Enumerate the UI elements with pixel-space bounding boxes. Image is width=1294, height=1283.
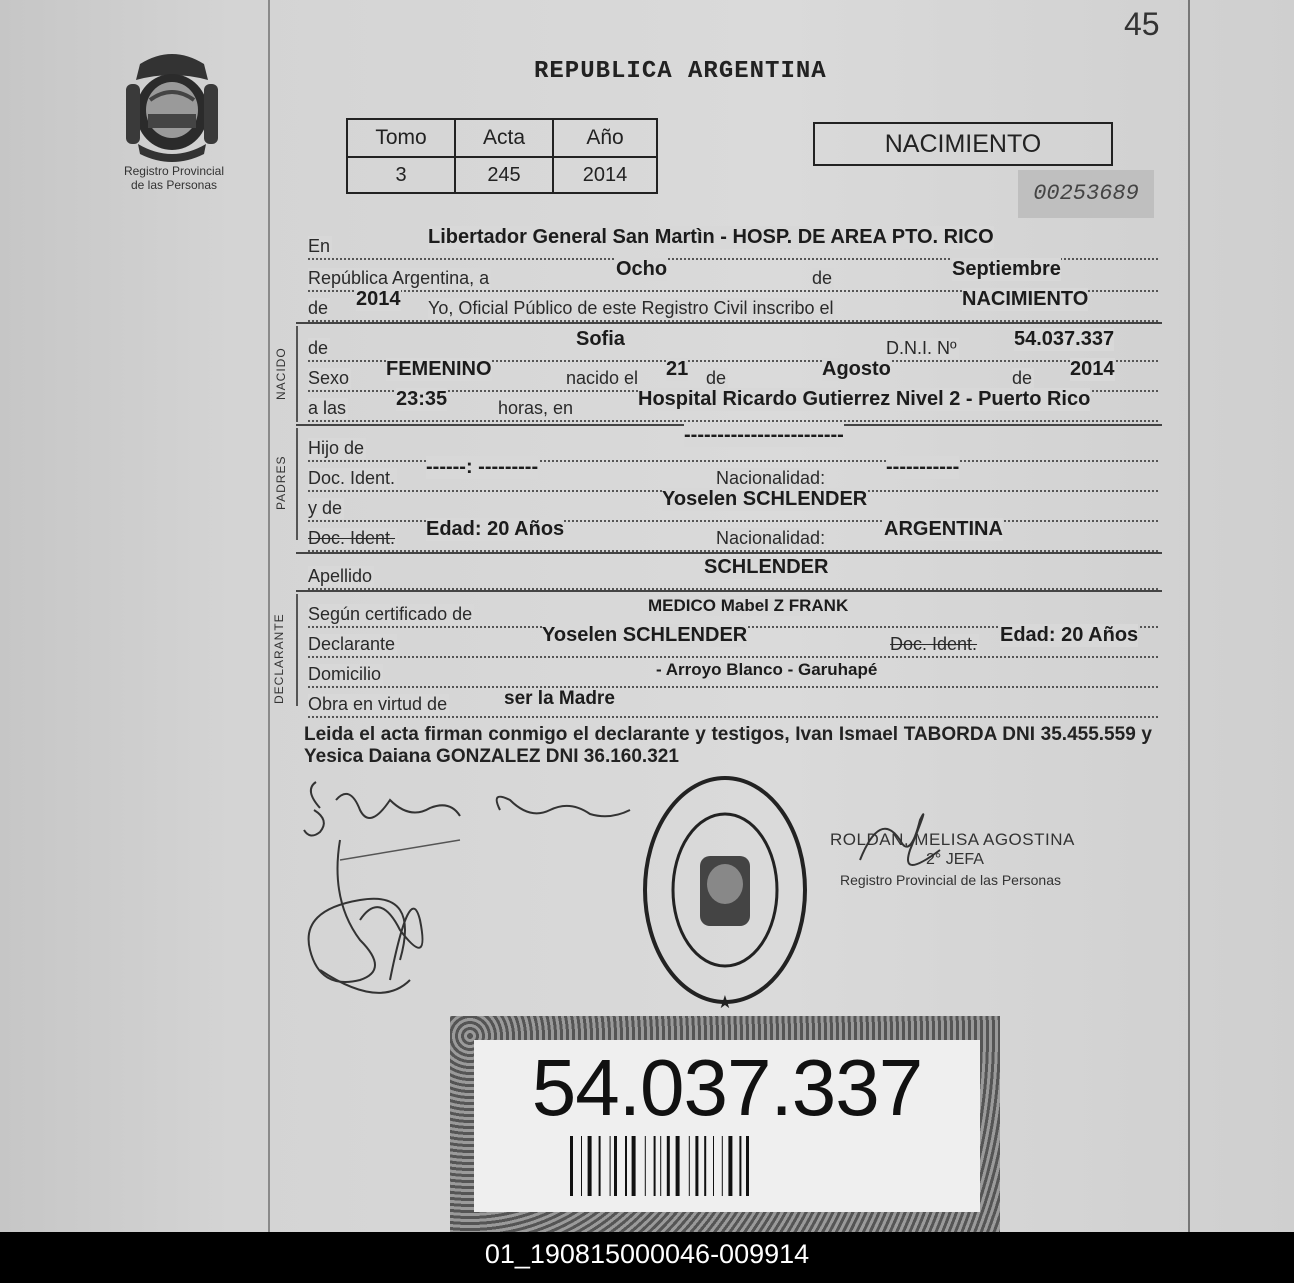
tomo-header: Tomo (347, 119, 455, 157)
horas-label: horas, en (498, 398, 574, 418)
de-month-label: de (706, 368, 727, 388)
signature-declarant (300, 780, 640, 1010)
padres-bar (296, 428, 298, 540)
apellido-label: Apellido (308, 566, 373, 586)
closing-statement: Leida el acta firman conmigo el declarante y testigos, Ivan Ismael TABORDA DNI 35.455.559 y Yesica Daiana GONZALEZ DNI 36.160.321 (304, 724, 1152, 767)
page-edge (1188, 0, 1190, 1232)
sex-value: FEMENINO (386, 358, 492, 380)
en-label: En (308, 236, 331, 256)
crest-caption-line2: de las Personas (130, 178, 218, 192)
nacido-bar (296, 326, 298, 422)
mother-name: Yoselen SCHLENDER (662, 488, 868, 510)
official-office: Registro Provincial de las Personas (840, 872, 1061, 888)
section-divider (296, 552, 1162, 554)
child-name: Sofia (576, 328, 625, 350)
official-text: Yo, Oficial Público de este Registro Civil inscribo el (428, 298, 834, 318)
crest-caption (104, 164, 244, 192)
declarant-row (308, 624, 1158, 658)
record-value: NACIMIENTO (962, 288, 1089, 310)
cert-label: Según certificado de (308, 604, 473, 624)
de-year-label: de (308, 298, 329, 318)
year-row (308, 288, 1158, 322)
nacido-el-label: nacido el (566, 368, 639, 388)
birth-time: 23:35 (396, 388, 448, 410)
ano-value: 2014 (553, 157, 657, 193)
cert-value: MEDICO Mabel Z FRANK (648, 596, 849, 615)
ano-header: Año (553, 119, 657, 157)
acta-header: Acta (455, 119, 553, 157)
domicile-label: Domicilio (308, 664, 382, 684)
crest-caption-line1: Registro Provincial (123, 164, 225, 178)
section-divider (296, 590, 1162, 592)
father-nat: ----------- (886, 456, 960, 478)
apellido-row (308, 556, 1158, 590)
official-signature-block (830, 830, 1075, 890)
father-nat-label: Nacionalidad: (716, 468, 826, 488)
apellido-value: SCHLENDER (704, 556, 829, 578)
day-value: Ocho (616, 258, 668, 280)
de-birthyear-label: de (1012, 368, 1033, 388)
declarant-doc-label: Doc. Ident. (890, 634, 978, 654)
dni-number: 54.037.337 (531, 1043, 923, 1132)
domicile-row (308, 660, 1158, 688)
year-value: 2014 (356, 288, 401, 310)
obra-row (308, 690, 1158, 718)
province-crest-icon (120, 44, 224, 164)
declarant-label: Declarante (308, 634, 396, 654)
y-de-label: y de (308, 498, 343, 518)
mother-doc-label: Doc. Ident. (308, 528, 396, 548)
declarant-age: Edad: 20 Años (1000, 624, 1139, 646)
tomo-value: 3 (347, 157, 455, 193)
nacido-section-label: NACIDO (274, 347, 288, 400)
declarante-bar (296, 594, 298, 706)
a-las-label: a las (308, 398, 347, 418)
official-seal-icon (640, 770, 810, 1020)
dni-sticker (474, 1040, 980, 1212)
hijo-de-label: Hijo de (308, 438, 365, 458)
month-value: Septiembre (952, 258, 1061, 280)
acta-value: 245 (455, 157, 553, 193)
mother-doc-row (308, 518, 1158, 552)
record-type-box: NACIMIENTO (813, 122, 1113, 166)
father-doc: ------: --------- (426, 456, 539, 478)
birth-place: Hospital Ricardo Gutierrez Nivel 2 - Puerto Rico (638, 388, 1091, 410)
declarant-name: Yoselen SCHLENDER (542, 624, 748, 646)
margin-rule (268, 0, 270, 1232)
barcode-icon (570, 1136, 890, 1196)
svg-text:★: ★ (716, 992, 734, 1013)
obra-label: Obra en virtud de (308, 694, 448, 714)
mother-nat-label: Nacionalidad: (716, 528, 826, 548)
birth-day: 21 (666, 358, 689, 380)
document-title: REPUBLICA ARGENTINA (534, 58, 827, 85)
republica-label: República Argentina, a (308, 268, 490, 288)
father-doc-label: Doc. Ident. (308, 468, 396, 488)
dni-label: D.N.I. Nº (886, 338, 957, 358)
sexo-label: Sexo (308, 368, 350, 388)
page-number: 45 (1124, 6, 1160, 42)
birth-year: 2014 (1070, 358, 1115, 380)
father-value: ------------------------ (684, 424, 844, 446)
declarante-section-label: DECLARANTE (272, 613, 286, 704)
mother-nat: ARGENTINA (884, 518, 1003, 540)
serial-number: 00253689 (1018, 170, 1154, 218)
birth-month: Agosto (822, 358, 891, 380)
time-row (308, 388, 1158, 422)
de-name-label: de (308, 338, 329, 358)
official-title: 2° JEFA (926, 851, 984, 868)
section-divider (296, 322, 1162, 324)
obra-value: ser la Madre (504, 688, 615, 709)
de-label: de (812, 268, 833, 288)
record-table (346, 118, 658, 194)
place-row (308, 226, 1158, 260)
scan-file-id: 01_190815000046-009914 (0, 1232, 1294, 1283)
mother-age: Edad: 20 Años (426, 518, 565, 540)
official-name: ROLDAN, MELISA AGOSTINA (830, 830, 1075, 849)
child-dni: 54.037.337 (1014, 328, 1115, 350)
place-value: Libertador General San Martìn - HOSP. DE AREA PTO. RICO (428, 226, 994, 248)
padres-section-label: PADRES (274, 455, 288, 510)
domicile-value: - Arroyo Blanco - Garuhapé (656, 660, 878, 679)
